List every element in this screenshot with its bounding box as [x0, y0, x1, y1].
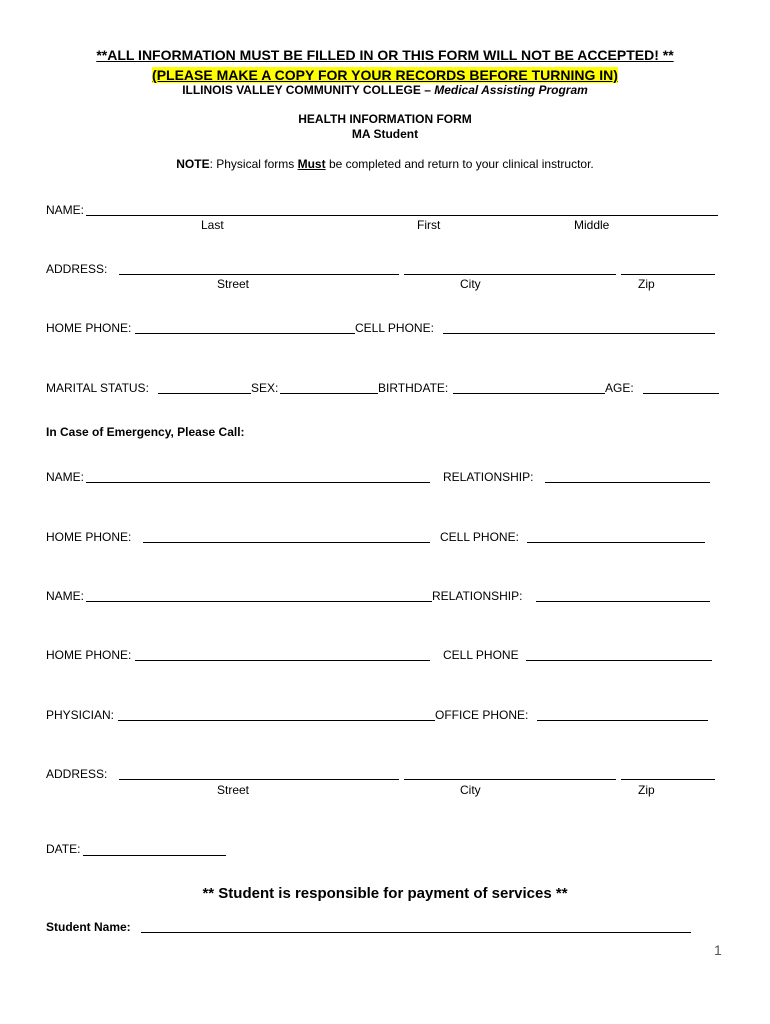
emergency-cell-phone-label-2: CELL PHONE	[443, 648, 519, 662]
sex-label: SEX:	[251, 381, 279, 395]
payment-notice: ** Student is responsible for payment of services **	[202, 885, 568, 902]
city-field[interactable]	[404, 274, 616, 275]
sex-field[interactable]	[280, 393, 378, 394]
home-phone-label: HOME PHONE:	[46, 321, 132, 335]
emergency-name-label: NAME:	[46, 470, 85, 484]
form-subtitle: MA Student	[351, 127, 419, 141]
emergency-cell-phone-label: CELL PHONE:	[440, 530, 519, 544]
age-field[interactable]	[643, 393, 719, 394]
college-line: ILLINOIS VALLEY COMMUNITY COLLEGE – Medical Assisting Program	[182, 83, 588, 97]
copy-notice: (PLEASE MAKE A COPY FOR YOUR RECORDS BEFORE TURNING IN)	[152, 67, 618, 83]
physician-city-caption: City	[460, 783, 481, 797]
relationship-field-2[interactable]	[536, 601, 710, 602]
marital-status-field[interactable]	[158, 393, 251, 394]
emergency-home-phone-label-2: HOME PHONE:	[46, 648, 132, 662]
street-caption: Street	[217, 277, 250, 291]
relationship-label-2: RELATIONSHIP:	[432, 589, 523, 603]
emergency-heading: In Case of Emergency, Please Call:	[46, 425, 245, 439]
age-label: AGE:	[605, 381, 634, 395]
physician-field[interactable]	[118, 720, 435, 721]
emergency-name-label-2: NAME:	[46, 589, 85, 603]
emergency-name-field-2[interactable]	[86, 601, 432, 602]
cell-phone-label: CELL PHONE:	[355, 321, 434, 335]
office-phone-field[interactable]	[537, 720, 708, 721]
home-phone-field[interactable]	[135, 333, 355, 334]
form-title: HEALTH INFORMATION FORM	[298, 112, 472, 126]
physician-street-caption: Street	[217, 783, 250, 797]
date-field[interactable]	[83, 855, 226, 856]
city-caption: City	[460, 277, 481, 291]
zip-field[interactable]	[621, 274, 715, 275]
page-number: 1	[714, 942, 722, 958]
physician-street-field[interactable]	[119, 779, 399, 780]
marital-status-label: MARITAL STATUS:	[46, 381, 149, 395]
emergency-home-phone-field-2[interactable]	[135, 660, 430, 661]
birthdate-label: BIRTHDATE:	[378, 381, 449, 395]
date-label: DATE:	[46, 842, 81, 856]
emergency-home-phone-field[interactable]	[143, 542, 430, 543]
cell-phone-field[interactable]	[443, 333, 715, 334]
name-label: NAME:	[46, 203, 85, 217]
last-caption: Last	[201, 218, 224, 232]
physician-label: PHYSICIAN:	[46, 708, 115, 722]
student-name-label: Student Name:	[46, 920, 131, 934]
emergency-name-field[interactable]	[86, 482, 430, 483]
student-name-field[interactable]	[141, 932, 691, 933]
emergency-home-phone-label: HOME PHONE:	[46, 530, 132, 544]
note-line: NOTE: Physical forms Must be completed and return to your clinical instructor.	[176, 157, 594, 171]
name-field[interactable]	[86, 215, 718, 216]
office-phone-label: OFFICE PHONE:	[435, 708, 529, 722]
zip-caption: Zip	[638, 277, 655, 291]
first-caption: First	[417, 218, 441, 232]
physician-zip-caption: Zip	[638, 783, 655, 797]
emergency-cell-phone-field-2[interactable]	[526, 660, 712, 661]
physician-zip-field[interactable]	[621, 779, 715, 780]
warning-heading: **ALL INFORMATION MUST BE FILLED IN OR THIS FORM WILL NOT BE ACCEPTED! **	[96, 47, 674, 63]
physician-address-label: ADDRESS:	[46, 767, 108, 781]
birthdate-field[interactable]	[453, 393, 605, 394]
emergency-cell-phone-field[interactable]	[527, 542, 705, 543]
street-field[interactable]	[119, 274, 399, 275]
address-label: ADDRESS:	[46, 262, 108, 276]
relationship-field[interactable]	[545, 482, 710, 483]
relationship-label: RELATIONSHIP:	[443, 470, 534, 484]
middle-caption: Middle	[574, 218, 610, 232]
physician-city-field[interactable]	[404, 779, 616, 780]
